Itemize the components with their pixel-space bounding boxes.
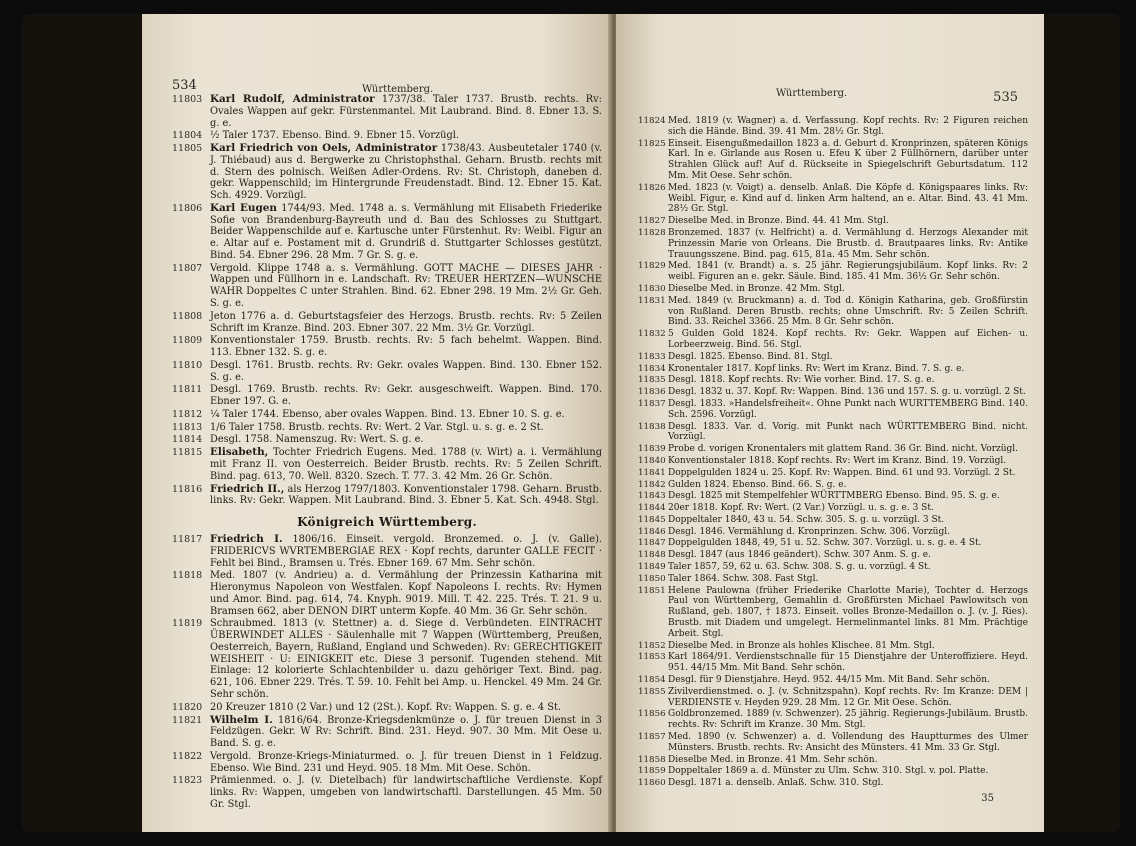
lot-description [210,775,602,810]
lot-text: als Herzog 1797/1803. Konventionstaler 1798. Geharn. Brustb. links. Rv: Gekr. Wappen. Mit Laubrand. Bind. 3. Ebner 5. Kat. Sch. 4948. Stgl. [210,483,602,507]
catalog-entry [172,702,602,714]
catalog-entry [638,574,1028,585]
lot-number: 11815 [172,447,203,459]
lot-description [668,652,1028,674]
lot-text: Jeton 1776 a. d. Geburtstagsfeier des Herzogs. Brustb. rechts. Rv: 5 Zeilen Schrift im Kranze. Bind. 203. Ebner 307. 22 Mm. 3½ Gr. Vorzügl. [210,310,602,334]
catalog-entry [638,116,1028,138]
lot-number: 11849 [638,562,666,573]
lot-description [668,732,1028,754]
lot-description [668,480,1028,491]
lot-number: 11832 [638,329,666,340]
lot-number: 11833 [638,351,666,362]
catalog-entry [638,515,1028,526]
lot-number: 11817 [172,534,203,546]
lot-description [210,94,602,129]
lot-number: 11811 [172,384,203,396]
lot-text: Konventionstaler 1759. Brustb. rechts. Rv: 5 fach behelmt. Wappen. Bind. 113. Ebner 132. S. g. e. [210,335,602,359]
lot-description [210,263,602,310]
catalog-entry [172,715,602,750]
lot-number: 11834 [638,363,666,374]
lot-description [668,364,1028,375]
lot-text: Vergold. Bronze-Kriegs-Miniaturmed. o. J. für treuen Dienst in 1 Feldzug. Ebenso. Wie Bind. 231 und Heyd. 905. 18 Mm. Mit Oese. Schön. [210,750,602,774]
lot-text: Gulden 1824. Ebenso. Bind. 66. S. g. e. [668,479,847,490]
catalog-entry [638,468,1028,479]
lot-number: 11824 [638,116,666,126]
catalog-entry [638,550,1028,561]
left-page-number: 534 [172,78,197,93]
catalog-entry [638,641,1028,652]
lot-description [668,574,1028,585]
lot-text: Desgl. für 9 Dienstjahre. Heyd. 952. 44/15 Mm. Mit Band. Sehr schön. [668,675,990,686]
lot-text: ¼ Taler 1744. Ebenso, aber ovales Wappen. Bind. 13. Ebner 10. S. g. e. [210,408,565,420]
lot-text: Med. 1841 (v. Brandt) a. s. 25 jähr. Regierungsjubiläum. Kopf links. Rv: 2 weibl. Figuren an e. gekr. Säule. Bind. 185. 41 Mm. 36½ Gr. Sehr schön. [668,261,1028,283]
lot-text: 1744/93. Med. 1748 a. s. Vermählung mit Elisabeth Friederike Sofie von Brandenburg-Bayreuth und d. Bau des Schlosses zu Stuttgart. Beider Wappenschilde auf e. Kartusche unter Fürstenhut. Rv: Weibl. Figur an e. Altar auf e. Postament mit d. Grundriß d. Stuttgarter Schlosses gestützt. Bind. 54. Ebner 296. 28 Mm. 7 Gr. S. g. e. [210,202,602,261]
lot-description [668,687,1028,709]
lot-number: 11826 [638,182,666,193]
lot-description [668,228,1028,260]
lot-description [668,550,1028,561]
ruler-name: Wilhelm I. [210,713,273,726]
lot-number: 11835 [638,375,666,386]
lot-text: Einseit. Eisengußmedaillon 1823 a. d. Geburt d. Kronprinzen, späteren Königs Karl. In e. Girlande aus Rosen u. Efeu K über 2 Füllhörnern, darüber unter Strahlen Glück auf! Auf d. Rückseite in Spiegelschrift Geburtsdatum. 112 Mm. Mit Oese. Sehr schön. [668,138,1028,181]
lot-description [210,130,602,142]
catalog-entry [172,130,602,142]
lot-description [210,203,602,262]
lot-number: 11847 [638,538,666,549]
ruler-name: Elisabeth, [210,446,269,459]
lot-text: 1806/16. Einseit. vergold. Bronzemed. o. J. (v. Galle). FRIDERICVS WVRTEMBERGIAE REX · Kopf rechts, darunter GALLE FECIT · Fehlt bei Bind., Bramsen u. Trés. Ebner 169. 67 Mm. Sehr schön. [210,534,602,569]
lot-number: 11818 [172,570,203,582]
lot-number: 11819 [172,618,203,630]
lot-description [210,311,602,335]
catalog-entry [638,755,1028,766]
lot-description [210,751,602,775]
book-spread [22,14,1120,832]
lot-text: Med. 1849 (v. Bruckmann) a. d. Tod d. Königin Katharina, geb. Großfürstin von Rußland. Deren Brustb. rechts; ohne Umschrift. Rv: 5 Zeilen Schrift. Bind. 33. Reichel 3366. 25 Mm. 8 Gr. Sehr schön. [668,295,1028,328]
lot-description [668,766,1028,777]
lot-number: 11827 [638,216,666,227]
catalog-entry [172,203,602,262]
lot-text: 1/6 Taler 1758. Brustb. rechts. Rv: Wert. 2 Var. Stgl. u. s. g. e. 2 St. [210,421,544,433]
lot-description [668,468,1028,479]
lot-number: 11844 [638,503,666,514]
lot-description [210,422,602,434]
catalog-entry [172,447,602,482]
lot-text: Doppelgulden 1848, 49, 51 u. 52. Schw. 307. Vorzügl. u. s. g. e. 4 St. [668,538,982,549]
lot-number: 11808 [172,310,203,322]
lot-text: Desgl. 1825 mit Stempelfehler WÜRTTMBERG Ebenso. Bind. 95. S. g. e. [668,491,1000,502]
lot-number: 11804 [172,130,203,142]
lot-number: 11839 [638,444,666,455]
lot-description [210,360,602,384]
lot-text: Desgl. 1832 u. 37. Kopf. Rv: Wappen. Bind. 136 und 157. S. g. u. vorzügl. 2 St. [668,387,1026,398]
catalog-entry [638,503,1028,514]
lot-description [668,503,1028,514]
lot-number: 11851 [638,585,666,596]
catalog-entry [638,284,1028,295]
lot-description [668,491,1028,502]
lot-description [668,399,1028,421]
lot-number: 11859 [638,766,666,777]
lot-description [210,702,602,714]
catalog-entry [638,538,1028,549]
lot-number: 11853 [638,652,666,663]
lot-text: Taler 1864. Schw. 308. Fast Stgl. [668,573,819,584]
lot-text: Vergold. Klippe 1748 a. s. Vermählung. GOTT MACHE — DIESES JAHR · Wappen und Füllhorn in e. Landschaft. Rv: TREUER HERTZEN—WUNSCHE WAHR Doppeltes C unter Strahlen. Bind. 62. Ebner 298. 19 Mm. 2½ Gr. Geh. S. g. e. [210,262,602,310]
lot-number: 11816 [172,483,203,495]
lot-text: Dieselbe Med. in Bronze. Bind. 44. 41 Mm. Stgl. [668,216,889,227]
lot-number: 11836 [638,387,666,398]
catalog-entry [638,387,1028,398]
lot-description [668,641,1028,652]
catalog-entry [172,409,602,421]
lot-number: 11814 [172,434,203,446]
catalog-entry [638,183,1028,215]
catalog-entry [172,360,602,384]
lot-description [210,570,602,617]
lot-description [210,335,602,359]
lot-number: 11807 [172,262,203,274]
catalog-entry [638,562,1028,573]
lot-number: 11825 [638,138,666,149]
lot-number: 11829 [638,261,666,272]
lot-number: 11813 [172,421,203,433]
right-page [616,14,1044,832]
catalog-entry [638,228,1028,260]
lot-description [668,515,1028,526]
lot-text: Desgl. 1871 a. denselb. Anlaß. Schw. 310. Stgl. [668,778,884,789]
lot-text: Konventionstaler 1818. Kopf rechts. Rv: Wert im Kranz. Bind. 19. Vorzügl. [668,455,1007,466]
lot-number: 11812 [172,408,203,420]
catalog-entry [172,775,602,810]
lot-text: Desgl. 1833. Var. d. Vorig. mit Punkt nach WÜRTTEMBERG Bind. nicht. Vorzügl. [668,421,1028,443]
catalog-entry [638,527,1028,538]
lot-description [668,387,1028,398]
left-entries [172,94,602,812]
lot-description [668,456,1028,467]
lot-text: Desgl. 1825. Ebenso. Bind. 81. Stgl. [668,351,833,362]
section-heading: Königreich Württemberg. [297,515,477,530]
lot-number: 11852 [638,640,666,651]
lot-text: Probe d. vorigen Kronentalers mit glattem Rand. 36 Gr. Bind. nicht. Vorzügl. [668,444,1019,455]
lot-text: Desgl. 1758. Namenszug. Rv: Wert. S. g. e. [210,434,424,446]
lot-number: 11843 [638,491,666,502]
catalog-entry [172,384,602,408]
catalog-entry [172,335,602,359]
lot-text: Med. 1890 (v. Schwenzer) a. d. Vollendung des Hauptturmes des Ulmer Münsters. Brustb. rechts. Rv: Ansicht des Münsters. 41 Mm. 33 Gr. Stgl. [668,732,1028,753]
catalog-entry [638,778,1028,789]
catalog-entry [638,296,1028,328]
catalog-entry [172,434,602,446]
lot-description [210,143,602,202]
lot-number: 11823 [172,775,203,787]
lot-number: 11803 [172,94,203,105]
lot-text: Taler 1857, 59, 62 u. 63. Schw. 308. S. g. u. vorzügl. 4 St. [668,562,931,573]
catalog-entry [638,687,1028,709]
catalog-entry [172,751,602,775]
lot-text: Desgl. 1818. Kopf rechts. Rv: Wie vorher. Bind. 17. S. g. e. [668,375,935,386]
lot-text: Desgl. 1769. Brustb. rechts. Rv: Gekr. ausgeschweift. Wappen. Bind. 170. Ebner 197. G. e. [210,384,602,408]
lot-number: 11854 [638,675,666,686]
lot-description [210,409,602,421]
catalog-entry [172,311,602,335]
lot-text: Dieselbe Med. in Bronze. 42 Mm. Stgl. [668,283,845,294]
lot-text: Schraubmed. 1813 (v. Stettner) a. d. Siege d. Verbündeten. EINTRACHT ÜBERWINDET ALLES · Säulenhalle mit 7 Wappen (Württemberg, Preußen, Oesterreich, Bayern, Rußland, England und Schweden). Rv: GERECHTIGKEIT WEISHEIT · U: EINIGKEIT etc. Diese 3 personif. Tugenden stehend. Mit Einlage: 12 kolorierte Schlachtenbilder u. dazu gehöriger Text. Bind. pag. 621, 106. Ebner 229. Trés. T. 59. 10. Fehlt bei Amp. u. Henckel. 49 Mm. 24 Gr. Sehr schön. [210,618,602,700]
lot-number: 11822 [172,750,203,762]
lot-description [668,422,1028,444]
catalog-entry [638,422,1028,444]
catalog-entry [172,484,602,508]
lot-description [668,116,1028,138]
lot-number: 11805 [172,143,203,155]
lot-number: 11810 [172,359,203,371]
lot-number: 11809 [172,335,203,347]
lot-text: Desgl. 1833. »Handelsfreiheit«. Ohne Punkt nach WURTTEMBERG Bind. 140. Sch. 2596. Vorzügl. [668,398,1028,420]
lot-description [668,329,1028,351]
lot-text: Dieselbe Med. in Bronze als hohles Klischee. 81 Mm. Stgl. [668,640,935,651]
lot-description [210,434,602,446]
lot-text: 20 Kreuzer 1810 (2 Var.) und 12 (2St.). Kopf. Rv: Wappen. S. g. e. 4 St. [210,701,562,713]
lot-text: Desgl. 1846. Vermählung d. Kronprinzen. Schw. 306. Vorzügl. [668,526,950,537]
lot-text: Doppeltaler 1869 a. d. Münster zu Ulm. Schw. 310. Stgl. v. pol. Platte. [668,766,989,777]
lot-number: 11857 [638,732,666,743]
lot-text: 1737/38. Taler 1737. Brustb. rechts. Rv: Ovales Wappen auf gekr. Fürstenmantel. Mit Laubrand. Bind. 8. Ebner 13. S. g. e. [210,94,602,129]
right-page-title: Württemberg. [776,88,848,99]
lot-number: 11841 [638,467,666,478]
lot-description [668,586,1028,640]
catalog-entry [638,261,1028,283]
lot-number: 11858 [638,754,666,765]
catalog-entry [638,766,1028,777]
lot-text: Dieselbe Med. in Bronze. 41 Mm. Sehr schön. [668,754,878,765]
lot-description [668,778,1028,789]
lot-description [668,296,1028,328]
catalog-entry [638,364,1028,375]
lot-description [668,216,1028,227]
catalog-entry [172,94,602,129]
lot-number: 11821 [172,714,203,726]
catalog-entry [638,491,1028,502]
catalog-entry [638,352,1028,363]
catalog-entry [638,139,1028,182]
ruler-name: Karl Eugen [210,201,277,214]
lot-number: 11856 [638,709,666,720]
lot-number: 11828 [638,227,666,238]
catalog-entry [638,675,1028,686]
lot-description [668,261,1028,283]
lot-text: Goldbronzemed. 1889 (v. Schwenzer). 25 jährig. Regierungs-Jubiläum. Brustb. rechts. Rv: Schrift im Kranze. 30 Mm. Stgl. [668,709,1028,731]
lot-text: Desgl. 1761. Brustb. rechts. Rv: Gekr. ovales Wappen. Bind. 130. Ebner 152. S. g. e. [210,359,602,383]
catalog-entry [638,329,1028,351]
lot-text: Kronentaler 1817. Kopf links. Rv: Wert im Kranz. Bind. 7. S. g. e. [668,363,965,374]
ruler-name: Karl Rudolf, Administrator [210,93,375,105]
lot-text: Med. 1807 (v. Andrieu) a. d. Vermählung der Prinzessin Katharina mit Hieronymus Napoleon von Westfalen. Kopf Napoleons I. rechts. Rv: Hymen und Amor. Bind. pag. 614, 74. Knyph. 9019. Mill. T. 42. 225. Trés. T. 21. 9 u. Bramsen 662, aber DENON DIRT unterm Kopfe. 40 Mm. 36 Gr. Sehr schön. [210,570,602,617]
lot-text: Doppeltaler 1840, 43 u. 54. Schw. 305. S. g. u. vorzügl. 3 St. [668,514,945,525]
lot-number: 11806 [172,202,203,214]
lot-description [668,139,1028,182]
lot-number: 11840 [638,455,666,466]
ruler-name: Friedrich I. [210,533,283,546]
catalog-entry [638,480,1028,491]
lot-text: Med. 1819 (v. Wagner) a. d. Verfassung. Kopf rechts. Rv: 2 Figuren reichen sich die Hände. Bind. 39. 41 Mm. 28½ Gr. Stgl. [668,116,1028,137]
catalog-entry [172,263,602,310]
lot-description [668,375,1028,386]
lot-number: 11846 [638,526,666,537]
lot-number: 11837 [638,398,666,409]
lot-number: 11830 [638,283,666,294]
left-page-title: Württemberg. [362,84,434,95]
lot-number: 11838 [638,421,666,432]
lot-text: 1738/43. Ausbeutetaler 1740 (v. J. Thiébaud) aus d. Bergwerke zu Christophsthal. Geharn. Brustb. rechts mit d. Stern des polnisch. Weißen Adler-Ordens. Rv: St. Christoph, daneben d. gekr. Wappenschild; im Hintergrunde Freudenstadt. Bind. 12. Ebner 15. Kat. Sch. 4929. Vorzügl. [210,143,602,202]
lot-text: Bronzemed. 1837 (v. Helfricht) a. d. Vermählung d. Herzogs Alexander mit Prinzessin Marie von Orleans. Die Brustb. d. Brautpaares links. Rv: Antike Trauungsszene. Bind. pag. 615, 81a. 45 Mm. Sehr schön. [668,227,1028,260]
lot-description [210,484,602,508]
lot-description [668,562,1028,573]
catalog-entry [638,652,1028,674]
lot-number: 11860 [638,778,666,789]
lot-text: Prämienmed. o. J. (v. Dietelbach) für landwirtschaftliche Verdienste. Kopf links. Rv: Wappen, umgeben von landwirtschaftl. Darstellungen. 45 Mm. 50 Gr. Stgl. [210,775,602,810]
signature-mark: 35 [981,793,994,804]
catalog-entry [638,732,1028,754]
ruler-name: Friedrich II., [210,482,285,495]
lot-description [210,715,602,750]
lot-text: ½ Taler 1737. Ebenso. Bind. 9. Ebner 15. Vorzügl. [210,130,459,142]
catalog-entry [172,422,602,434]
lot-number: 11842 [638,479,666,490]
lot-description [210,447,602,482]
lot-number: 11845 [638,514,666,525]
lot-number: 11848 [638,550,666,561]
catalog-entry [638,399,1028,421]
lot-text: Helene Paulowna (früher Friederike Charlotte Marie), Tochter d. Herzogs Paul von Württemberg, Gemahlin d. Großfürsten Michael Pawlowitsch von Rußland, geb. 1807, † 1873. Einseit. volles Bronze-Medaillon o. J. (v. J. Ries). Brustb. mit Diadem und umgelegt. Hermelinmantel links. 81 Mm. Prächtige Arbeit. Stgl. [668,585,1028,639]
lot-text: 5 Gulden Gold 1824. Kopf rechts. Rv: Gekr. Wappen auf Eichen- u. Lorbeerzweig. Bind. 56. Stgl. [668,329,1028,350]
catalog-entry [172,534,602,569]
lot-number: 11820 [172,701,203,713]
lot-description [668,183,1028,215]
lot-text: Desgl. 1847 (aus 1846 geändert). Schw. 307 Anm. S. g. e. [668,550,931,561]
catalog-entry [638,444,1028,455]
catalog-entry [172,618,602,700]
lot-description [210,534,602,569]
lot-text: 20er 1818. Kopf. Rv: Wert. (2 Var.) Vorzügl. u. s. g. e. 3 St. [668,503,934,514]
lot-text: Tochter Friedrich Eugens. Med. 1788 (v. Wirt) a. i. Vermählung mit Franz II. von Oesterreich. Beider Brustb. rechts. Rv: 5 Zeilen Schrift. Bind. pag. 613, 70. Well. 8320. Szech. T. 77. 3. 42 Mm. 26 Gr. Schön. [210,447,602,482]
lot-description [668,755,1028,766]
lot-number: 11850 [638,573,666,584]
catalog-entry [638,709,1028,731]
catalog-entry [638,216,1028,227]
catalog-entry [638,586,1028,640]
lot-description [668,709,1028,731]
lot-text: Zivilverdienstmed. o. J. (v. Schnitzspahn). Kopf rechts. Rv: Im Kranze: DEM | VERDIENSTE v. Heyden 929. 28 Mm. 12 Gr. Mit Oese. Schön. [668,686,1028,708]
lot-text: 1816/64. Bronze-Kriegsdenkmünze o. J. für treuen Dienst in 3 Feldzügen. Gekr. W Rv: Schrift. Bind. 231. Heyd. 907. 30 Mm. Mit Oese u. Band. S. g. e. [210,714,602,750]
ruler-name: Karl Friedrich von Oels, Administrator [210,142,438,155]
lot-description [668,538,1028,549]
catalog-entry [172,570,602,617]
left-page [142,14,612,832]
lot-description [668,352,1028,363]
right-page-number: 535 [993,90,1018,105]
lot-description [668,675,1028,686]
catalog-entry [172,143,602,202]
catalog-entry [638,375,1028,386]
lot-text: Med. 1823 (v. Voigt) a. denselb. Anlaß. Die Köpfe d. Königspaares links. Rv: Weibl. Figur, e. Kind auf d. linken Arm haltend, an e. Altar. Bind. 43. 41 Mm. 28½ Gr. Stgl. [668,182,1028,215]
lot-description [668,284,1028,295]
lot-number: 11831 [638,295,666,306]
lot-text: Karl 1864/91. Verdienstschnalle für 15 Dienstjahre der Unteroffiziere. Heyd. 951. 44/15 Mm. Mit Band. Sehr schön. [668,652,1028,674]
catalog-entry [638,456,1028,467]
lot-description [210,618,602,700]
lot-description [668,444,1028,455]
lot-text: Doppelgulden 1824 u. 25. Kopf. Rv: Wappen. Bind. 61 und 93. Vorzügl. 2 St. [668,467,1016,478]
right-entries [638,116,1028,790]
lot-description [668,527,1028,538]
lot-number: 11855 [638,686,666,697]
lot-description [210,384,602,408]
